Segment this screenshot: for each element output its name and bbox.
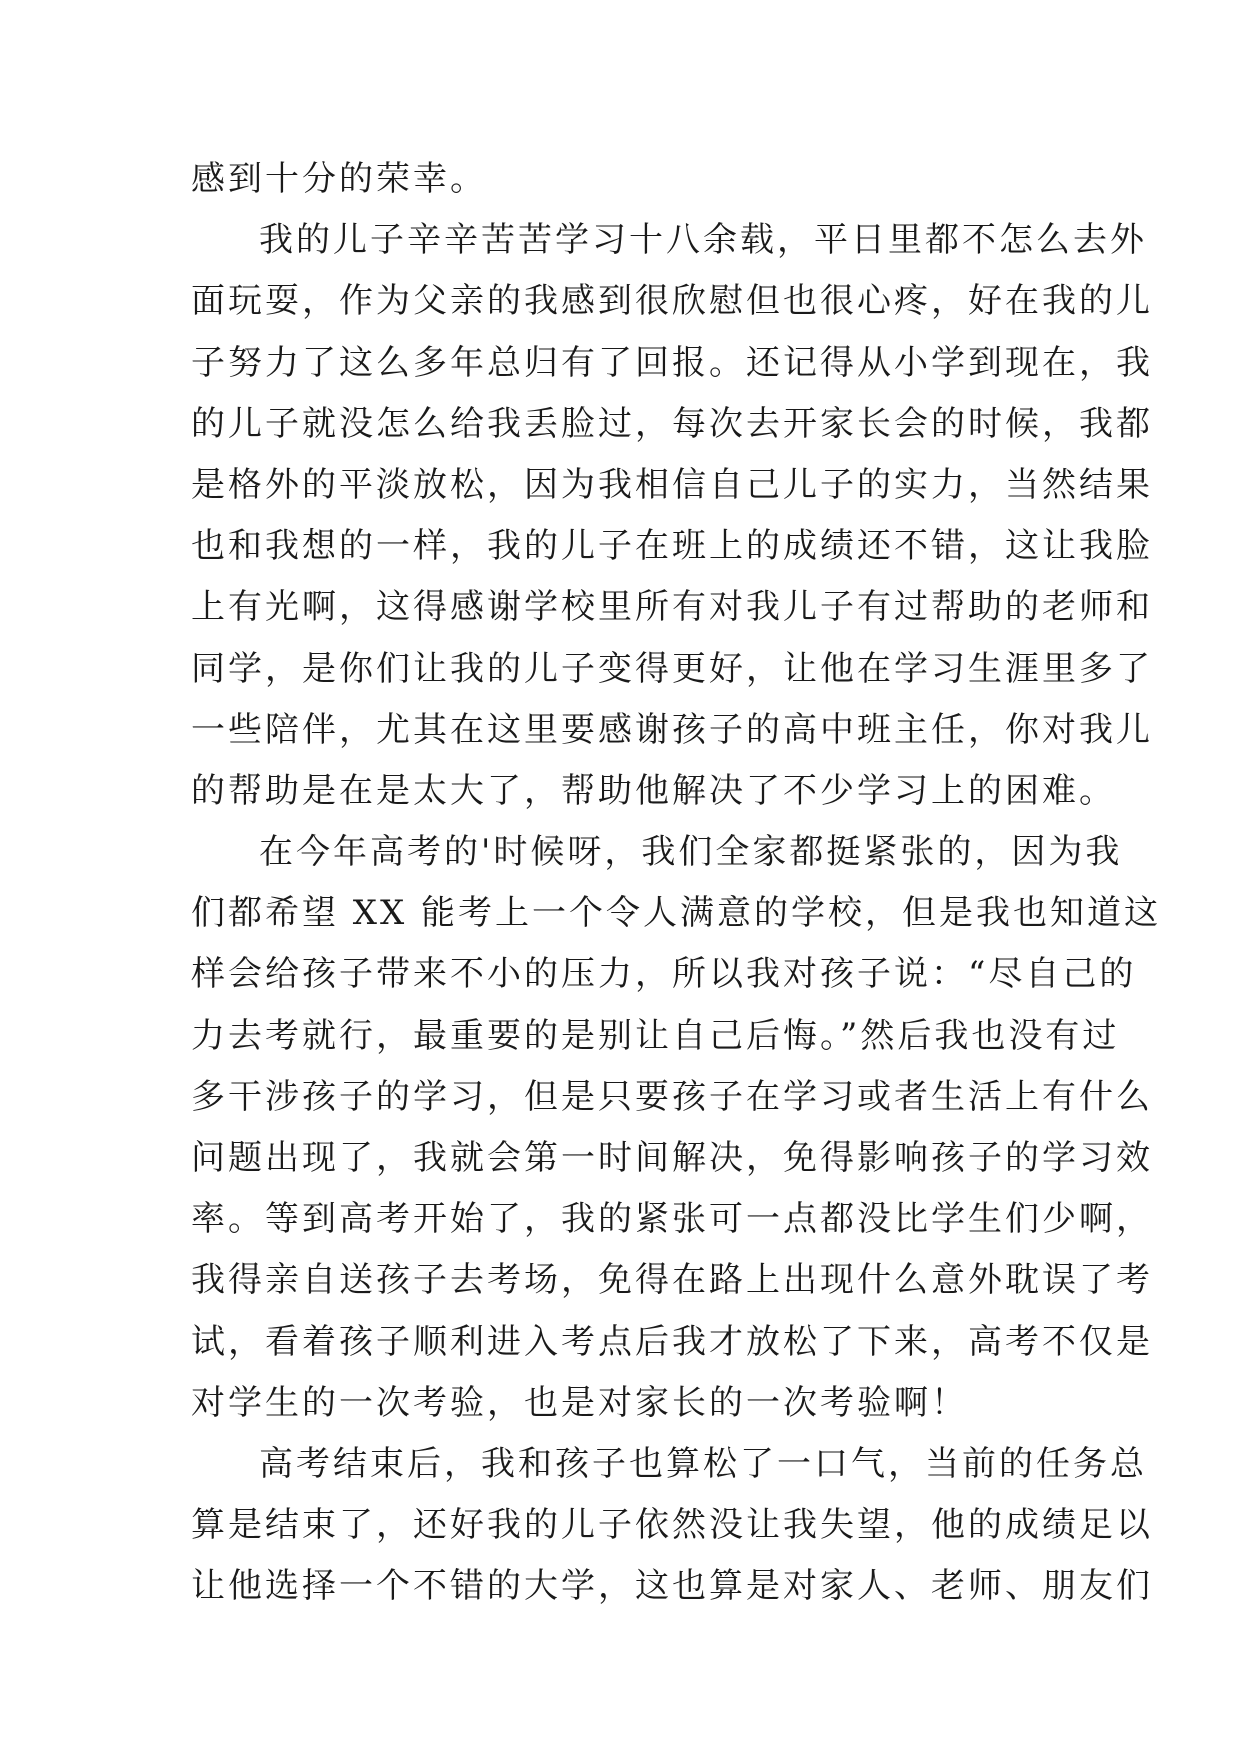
text-line: 感到十分的荣幸。 [191,159,487,199]
text-line: 多干涉孩子的学习，但是只要孩子在学习或者生活上有什么 [191,1076,1153,1117]
text-line: 的帮助是在是太大了，帮助他解决了不少学习上的困难。 [191,770,1116,811]
text-line: 让他选择一个不错的大学，这也算是对家人、老师、朋友们 [191,1566,1153,1607]
text-line: 力去考就行，最重要的是别让自己后悔。”然后我也没有过 [191,1015,1120,1056]
text-line: 样会给孩子带来不小的压力，所以我对孩子说：“尽自己的 [191,954,1137,995]
text-line: 一些陪伴，尤其在这里要感谢孩子的高中班主任，你对我儿 [191,709,1153,750]
text-line: 试，看着孩子顺利进入考点后我才放松了下来，高考不仅是 [191,1321,1153,1362]
text-line: 也和我想的一样，我的儿子在班上的成绩还不错，这让我脸 [191,526,1153,567]
text-line: 面玩耍，作为父亲的我感到很欣慰但也很心疼，好在我的儿 [191,281,1153,322]
paragraph-start-line: 我的儿子辛辛苦苦学习十八余载，平日里都不怎么去外 [259,220,1147,261]
text-line: 上有光啊，这得感谢学校里所有对我儿子有过帮助的老师和 [191,587,1153,628]
text-line: 问题出现了，我就会第一时间解决，免得影响孩子的学习效 [191,1138,1153,1178]
text-line: 率。等到高考开始了，我的紧张可一点都没比学生们少啊， [191,1199,1153,1240]
paragraph-start-line: 高考结束后，我和孩子也算松了一口气，当前的任务总 [259,1443,1147,1484]
text-line: 对学生的一次考验，也是对家长的一次考验啊！ [191,1382,968,1423]
paragraph-start-line: 在今年高考的'时候呀，我们全家都挺紧张的，因为我 [259,832,1123,873]
text-line: 我得亲自送孩子去考场，免得在路上出现什么意外耽误了考 [191,1260,1153,1301]
text-line: 的儿子就没怎么给我丢脸过，每次去开家长会的时候，我都 [191,403,1153,444]
text-line: 们都希望 XX 能考上一个令人满意的学校，但是我也知道这 [191,893,1162,934]
text-line: 算是结束了，还好我的儿子依然没让我失望，他的成绩足以 [191,1505,1153,1546]
text-line: 同学，是你们让我的儿子变得更好，让他在学习生涯里多了 [191,648,1153,689]
document-body [191,149,1162,1618]
text-line: 是格外的平淡放松，因为我相信自己儿子的实力，当然结果 [191,464,1153,505]
text-line: 子努力了这么多年总归有了回报。还记得从小学到现在，我 [191,342,1153,383]
